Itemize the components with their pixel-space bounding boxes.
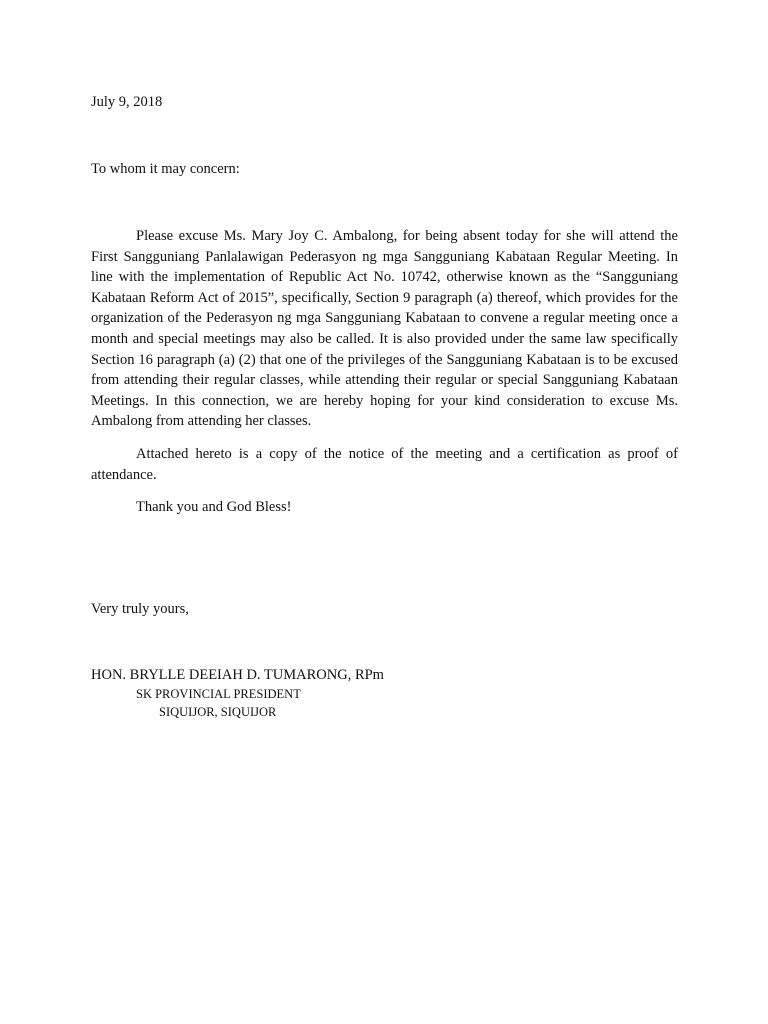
- body-paragraph-excuse: Please excuse Ms. Mary Joy C. Ambalong, for being absent today for she will attend the First Sangguniang Panlalawigan Pederasyon ng mga Sangguniang Kabataan Regular Meeting. In line with the implementation of Republic Act No. 10742, otherwise known as the “Sangguniang Kabataan Reform Act of 2015”, specifically, Section 9 paragraph (a) thereof, which provides for the organization of the Pederasyon ng mga Sangguniang Kabataan to convene a regular meeting once a month and special meetings may also be called. It is also provided under the same law specifically Section 16 paragraph (a) (2) that one of the privileges of the Sangguniang Kabataan is to be excused from attending their regular classes, while attending their regular or special Sangguniang Kabataan Meetings. In this connection, we are hereby hoping for your kind consideration to excuse Ms. Ambalong from attending her classes.: [91, 228, 678, 430]
- signer-location: SIQUIJOR, SIQUIJOR: [159, 705, 277, 719]
- signer-title: SK PROVINCIAL PRESIDENT: [136, 687, 301, 701]
- signer-name: HON. BRYLLE DEEIAH D. TUMARONG, RPm: [91, 667, 384, 683]
- body-paragraph-attachment: Attached hereto is a copy of the notice of the meeting and a certification as proof of attendance.: [91, 445, 678, 483]
- letter-body: [91, 226, 678, 530]
- letter-closing: Very truly yours,: [91, 601, 189, 617]
- body-paragraph-thanks: Thank you and God Bless!: [136, 499, 292, 516]
- letter-date: July 9, 2018: [91, 94, 163, 110]
- letter-salutation: To whom it may concern:: [91, 161, 240, 177]
